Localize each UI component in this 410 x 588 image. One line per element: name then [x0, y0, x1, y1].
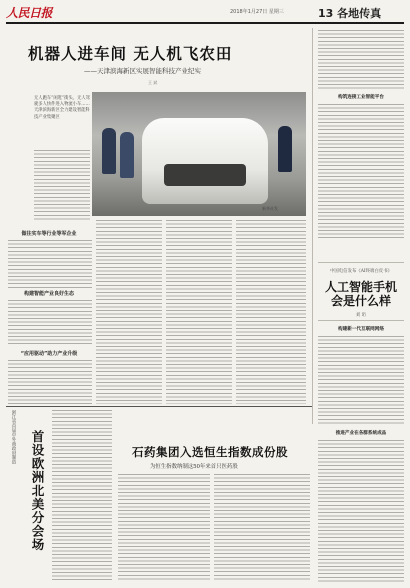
- text-column: [214, 474, 310, 582]
- text-column: [236, 220, 306, 404]
- text-column: [118, 474, 210, 582]
- page-label: 13 各地传真: [318, 7, 382, 20]
- feature-bottom-rule: [318, 320, 404, 321]
- section-head-left-2: 构建智能产业良好生态: [23, 291, 74, 297]
- worker-figure: [102, 128, 116, 174]
- worker-figure: [278, 126, 292, 172]
- lower-subheadline: 为恒生指数纳制这50年来首只医药股: [150, 464, 238, 470]
- text-column: [318, 440, 404, 582]
- text-column: [52, 410, 112, 582]
- column-divider: [312, 28, 313, 424]
- lower-section-rule: [6, 406, 312, 407]
- top-rule: [6, 22, 404, 24]
- feature-title: 人工智能手机 会是什么样: [324, 280, 397, 308]
- car-grille: [164, 164, 246, 186]
- text-column: [8, 240, 92, 288]
- text-column: [166, 220, 232, 404]
- newspaper-logo: 人民日报: [6, 6, 53, 20]
- issue-date: 2018年1月27日 星期三: [230, 9, 284, 15]
- section-head-right-1: 构筑连接工业智能平台: [338, 95, 384, 100]
- text-column: [8, 360, 92, 404]
- feature-byline: 刘 珩: [355, 313, 367, 318]
- feature-top-rule: [318, 262, 404, 263]
- lead-byline: 王 斌: [148, 80, 158, 85]
- section-head-right-2: 构建新一代互联网网络: [338, 327, 384, 332]
- vertical-headline: 首设欧洲北美分会场: [30, 430, 45, 552]
- lead-intro-text: [34, 150, 90, 220]
- suv-image: [142, 118, 268, 204]
- lower-headline: 石药集团入选恒生指数成份股: [132, 445, 288, 459]
- text-column: [8, 300, 92, 346]
- text-column: [318, 336, 404, 424]
- vertical-kicker: 浙江省首届中外商政府制造: [11, 410, 16, 464]
- photo-credit: 新华社发: [262, 206, 278, 211]
- worker-figure: [120, 132, 134, 178]
- text-column: [96, 220, 162, 404]
- factory-photo: [92, 92, 306, 216]
- feature-kicker: 中国电信发布《AI终端白皮书》: [330, 269, 392, 274]
- lead-headline: 机器人进车间 无人机飞农田: [28, 44, 233, 63]
- lead-intro: 无人跑车“闲逛”街头，无人驾驶多人快件进入物流小车……天津滨海新区全力建设智能科技产业集聚区: [34, 96, 90, 120]
- text-column: [318, 104, 404, 238]
- lead-subheadline: ——天津滨海新区实展智能科技产业纪实: [84, 67, 201, 75]
- section-head-left-1: 做往实车等行业等军企业: [21, 231, 77, 237]
- text-column: [318, 30, 404, 90]
- section-head-right-3: 推进产业在各群系统成品: [335, 431, 387, 436]
- section-head-left-3: “应用驱动”助力产业升级: [20, 351, 78, 357]
